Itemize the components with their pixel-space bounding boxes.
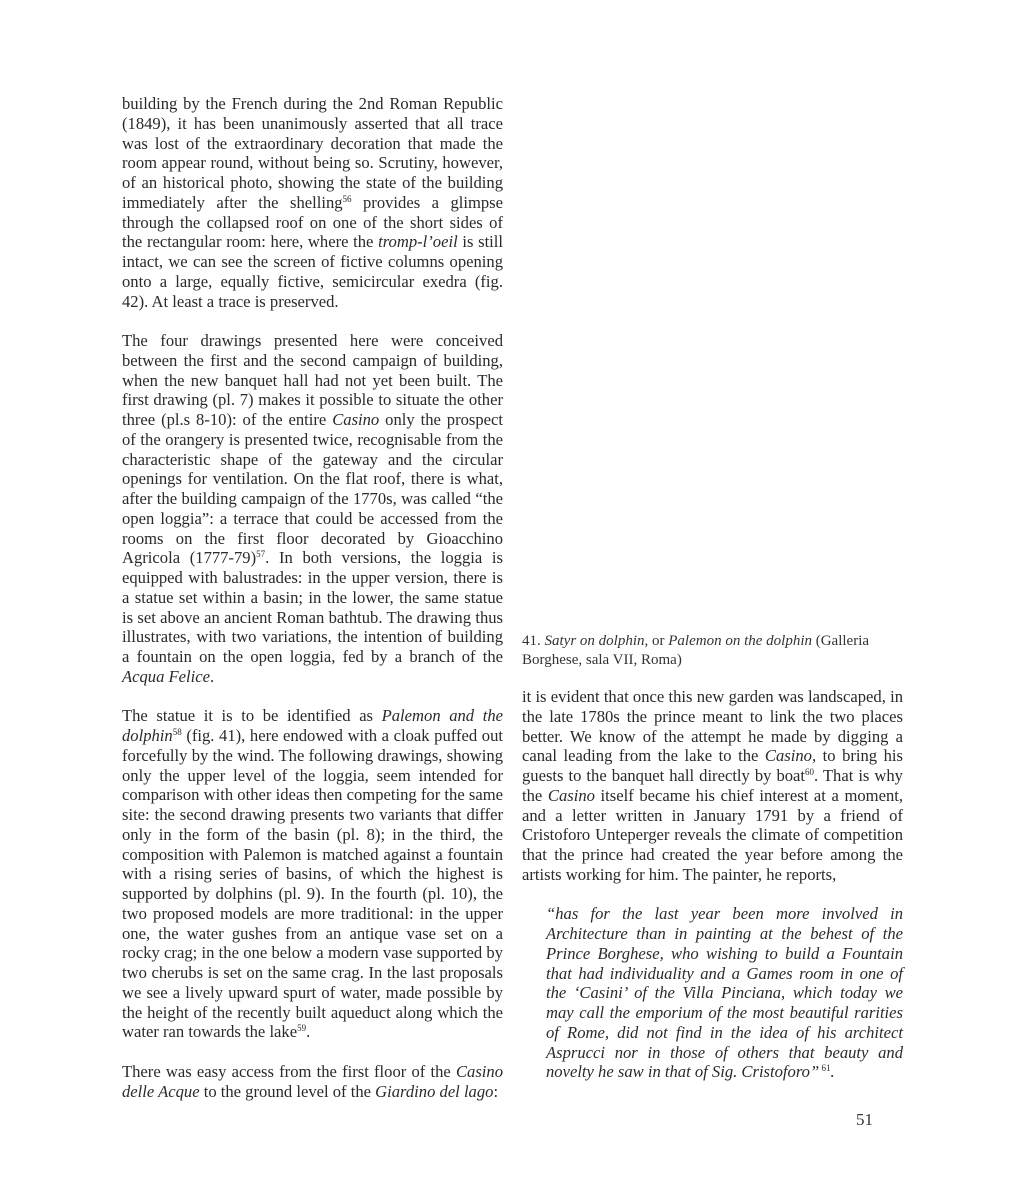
- footnote-marker: 60: [805, 767, 815, 777]
- italic-text: Casino: [332, 410, 380, 429]
- text-run: . That is why the: [522, 766, 903, 805]
- italic-text: Palemon on the dolphin: [668, 633, 812, 649]
- paragraph-2: [122, 331, 503, 687]
- text-run: provides a glimpse through the collapsed roof on one of the short sides of the rectangular room: here, where the: [122, 192, 503, 252]
- block-quote: [546, 904, 903, 1082]
- italic-text: Casino: [547, 785, 595, 805]
- italic-text: Palemon and the dolphin: [122, 706, 503, 745]
- text-run: The statue it is to be identified as: [122, 706, 382, 726]
- text-run: (Galleria Borghese, sala VII, Roma): [522, 633, 870, 668]
- text-run: itself became his chief interest at a moment, and a letter written in January 1791 by a friend of Cristoforo Unteperger reveals the climate of competition that the prince had created the year before among the artists working for him. The painter, he reports,: [522, 785, 904, 884]
- text-run: it is evident that once this new garden was landscaped, in the late 1780s the prince meant to link the two places better. We know of the attempt he made by digging a canal leading from the lake to the: [522, 687, 903, 766]
- italic-text: Acqua Felice: [122, 666, 210, 686]
- text-run: only the prospect of the orangery is presented twice, recognisable from the characteristic shape of the gateway and the circular openings for ventilation. On the flat roof, there is what, after the building campaign of the 1770s, was called “the open loggia”: a terrace that could be accessed from the rooms on the first floor decorated by Gioacchino Agricola (1777-79): [122, 410, 504, 568]
- footnote-marker: 56: [342, 193, 352, 204]
- italic-text: nor in those of others that beauty and novelty he saw in that of Sig. Cristoforo”: [546, 1042, 903, 1082]
- text-run: There was easy access from the first floor of the: [122, 1061, 456, 1081]
- paragraph-1: [122, 94, 503, 311]
- text-run: . In both versions, the loggia is equipped with balustrades: in the upper version, there is a statue set within a basin; in the lower, the same statue is set above an ancient Roman bathtub. The drawing thus illustrates, with two variations, the intention of building a fountain on the open loggia, fed by a branch of the: [122, 548, 503, 666]
- italic-text: tromp-l’oeil: [378, 232, 458, 252]
- italic-text: Casino delle Acque: [122, 1061, 503, 1101]
- text-run: building by the French during the 2nd Roman Republic (1849), it has been unanimously asserted that all trace was lost of the extraordinary decoration that made the room appear round, without being so. Scrutiny, however, of an historical photo, showing the state of the building immediately after the shelling: [122, 94, 503, 212]
- footnote-marker: 59: [297, 1023, 307, 1034]
- text-run: .: [306, 1022, 311, 1042]
- text-run: :: [493, 1081, 499, 1101]
- footnote-marker: 57: [256, 549, 266, 560]
- right-column: [522, 632, 903, 1082]
- footnote-marker: 58: [172, 727, 182, 737]
- italic-text: Casino: [764, 746, 812, 766]
- text-run: , did not find in the idea of his architect Asprucci: [546, 1022, 903, 1062]
- text-run: 41.: [522, 633, 545, 649]
- paragraph-5: [522, 687, 903, 885]
- italic-text: Giardino del lago: [375, 1081, 494, 1101]
- text-run: is still intact, we can see the screen of fictive columns opening onto a large, equally fictive, semicircular exedra (fig. 42). At least a trace is preserved.: [122, 232, 504, 311]
- page-number: 51: [856, 1110, 873, 1129]
- paragraph-4: [122, 1062, 503, 1102]
- text-run: .: [830, 1062, 835, 1082]
- figure-caption: [522, 632, 903, 670]
- text-run: to the ground level of the: [199, 1081, 376, 1101]
- text-run: , or: [644, 633, 669, 649]
- footnote-marker: 61: [819, 1063, 831, 1074]
- text-run: (fig. 41), here endowed with a cloak puffed out forcefully by the wind. The following drawings, showing only the upper level of the loggia, seem intended for comparison with other ideas then competing for the same site: the second drawing presents two variants that differ only in the form of the basin (pl. 8); in the third, the composition with Palemon is matched against a fountain with a rising series of basins, of which the highest is supported by dolphins (pl. 9). In the fourth (pl. 10), the two proposed models are more traditional: in the upper one, the water gushes from an antique vase set on a rocky crag; in the one below a modern vase supported by two cherubs is set on the same crag. In the last proposals we see a lively upward spurt of water, made possible by the height of the recently built aqueduct along which the water ran towards the lake: [122, 726, 503, 1042]
- text-run: , to bring his guests to the banquet hall directly by boat: [522, 746, 903, 785]
- text-run: .: [210, 666, 215, 686]
- text-run: The four drawings presented here were conceived between the first and the second campaign of building, when the new banquet hall had not yet been built. The first drawing (pl. 7) makes it possible to situate the other three (pl.s 8-10): of the entire: [122, 331, 503, 429]
- paragraph-3: [122, 706, 503, 1042]
- left-column: [122, 94, 503, 1101]
- italic-text: “has for the last year been more involved in Architecture than in painting at the behest of the Prince Borghese, who wishing to build a Fountain that had individuality and a Games room in one of the ‘Casini’ of the Villa Pinciana, which today we may call the emporium of the most beautiful rarities of Rome: [546, 904, 903, 1042]
- italic-text: Satyr on dolphin: [544, 633, 645, 649]
